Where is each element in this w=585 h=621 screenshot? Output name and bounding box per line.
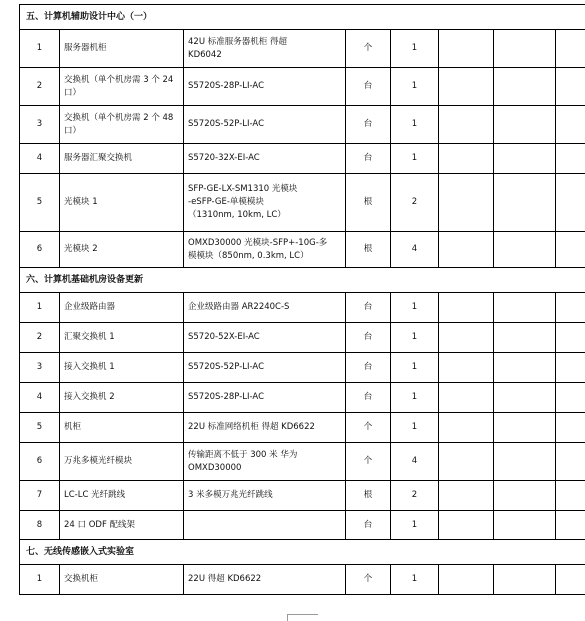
item-unit: 个: [346, 565, 391, 595]
table-row: [20, 30, 585, 68]
item-spec: [184, 106, 346, 144]
empty-cell: [494, 443, 556, 481]
item-quantity: 4: [391, 232, 439, 268]
empty-cell: [556, 68, 585, 106]
spec-line: 42U 标准服务器机柜 得超: [188, 36, 341, 49]
row-number: 4: [20, 144, 60, 174]
item-unit: 个: [346, 413, 391, 443]
spec-line: S5720S-28P-LI-AC: [188, 391, 341, 404]
spec-line: S5720-52X-EI-AC: [188, 331, 341, 344]
empty-cell: [494, 30, 556, 68]
item-quantity: 1: [391, 144, 439, 174]
empty-cell: [556, 353, 585, 383]
section-header-row: [20, 5, 585, 30]
item-spec: [184, 68, 346, 106]
row-number: 6: [20, 443, 60, 481]
empty-cell: [439, 293, 494, 323]
item-name: 交换机（单个机房需 3 个 24 口）: [60, 68, 184, 106]
empty-cell: [494, 293, 556, 323]
item-spec: [184, 30, 346, 68]
row-number: 5: [20, 413, 60, 443]
table-row: [20, 443, 585, 481]
item-unit: 根: [346, 232, 391, 268]
section-header-row: [20, 268, 585, 293]
empty-cell: [439, 383, 494, 413]
row-number: 7: [20, 481, 60, 511]
empty-cell: [494, 565, 556, 595]
spec-line: S5720S-52P-LI-AC: [188, 361, 341, 374]
item-quantity: 2: [391, 481, 439, 511]
item-spec: [184, 293, 346, 323]
empty-cell: [556, 293, 585, 323]
item-quantity: 1: [391, 30, 439, 68]
table-row: [20, 565, 585, 595]
empty-cell: [439, 232, 494, 268]
item-unit: 台: [346, 323, 391, 353]
item-name: 服务器机柜: [60, 30, 184, 68]
item-name: 汇聚交换机 1: [60, 323, 184, 353]
empty-cell: [439, 413, 494, 443]
empty-cell: [556, 511, 585, 540]
empty-cell: [556, 323, 585, 353]
empty-cell: [494, 174, 556, 232]
item-quantity: 1: [391, 511, 439, 540]
row-number: 3: [20, 353, 60, 383]
empty-cell: [439, 443, 494, 481]
spec-line: OMXD30000: [188, 462, 341, 475]
empty-cell: [439, 30, 494, 68]
empty-cell: [494, 481, 556, 511]
row-number: 6: [20, 232, 60, 268]
row-number: 4: [20, 383, 60, 413]
item-quantity: 1: [391, 383, 439, 413]
empty-cell: [556, 174, 585, 232]
item-spec: [184, 413, 346, 443]
item-spec: [184, 443, 346, 481]
spec-line: 传输距离不低于 300 米 华为: [188, 449, 341, 462]
item-name: 企业级路由器: [60, 293, 184, 323]
empty-cell: [556, 383, 585, 413]
spec-line: 3 米多模万兆光纤跳线: [188, 489, 341, 502]
empty-cell: [494, 413, 556, 443]
item-name: 交换机（单个机房需 2 个 48 口）: [60, 106, 184, 144]
item-spec: [184, 323, 346, 353]
empty-cell: [556, 413, 585, 443]
section-title: 六、计算机基础机房设备更新: [20, 268, 585, 293]
item-spec: [184, 383, 346, 413]
item-quantity: 2: [391, 174, 439, 232]
table-row: [20, 293, 585, 323]
item-quantity: 1: [391, 68, 439, 106]
spec-line: S5720-32X-EI-AC: [188, 152, 341, 165]
equipment-table: [19, 4, 585, 595]
empty-cell: [494, 232, 556, 268]
empty-cell: [439, 106, 494, 144]
item-name: 光模块 2: [60, 232, 184, 268]
empty-cell: [556, 481, 585, 511]
row-number: 8: [20, 511, 60, 540]
item-name: 万兆多模光纤模块: [60, 443, 184, 481]
empty-cell: [556, 565, 585, 595]
table-row: [20, 481, 585, 511]
item-name: 交换机柜: [60, 565, 184, 595]
empty-cell: [439, 144, 494, 174]
row-number: 2: [20, 68, 60, 106]
row-number: 3: [20, 106, 60, 144]
table-row: [20, 144, 585, 174]
item-name: 机柜: [60, 413, 184, 443]
item-name: LC-LC 光纤跳线: [60, 481, 184, 511]
empty-cell: [439, 353, 494, 383]
empty-cell: [439, 481, 494, 511]
table-row: [20, 353, 585, 383]
item-quantity: 1: [391, 106, 439, 144]
section-title: 五、计算机辅助设计中心（一）: [20, 5, 585, 30]
item-name: 接入交换机 1: [60, 353, 184, 383]
empty-cell: [439, 511, 494, 540]
item-unit: 根: [346, 481, 391, 511]
row-number: 2: [20, 323, 60, 353]
spec-line: 22U 标准网络机柜 得超 KD6622: [188, 421, 341, 434]
empty-cell: [494, 353, 556, 383]
item-unit: 台: [346, 144, 391, 174]
item-unit: 根: [346, 174, 391, 232]
empty-cell: [494, 323, 556, 353]
spec-line: SFP-GE-LX-SM1310 光模块: [188, 183, 341, 196]
item-name: 24 口 ODF 配线架: [60, 511, 184, 540]
row-number: 1: [20, 565, 60, 595]
item-spec: [184, 353, 346, 383]
item-spec: [184, 511, 346, 540]
empty-cell: [494, 383, 556, 413]
spec-line: 企业级路由器 AR2240C-S: [188, 301, 341, 314]
item-quantity: 1: [391, 293, 439, 323]
empty-cell: [494, 106, 556, 144]
spec-line: S5720S-52P-LI-AC: [188, 118, 341, 131]
spec-line: OMXD30000 光模块-SFP+-10G-多: [188, 237, 341, 250]
empty-cell: [439, 68, 494, 106]
item-quantity: 4: [391, 443, 439, 481]
empty-cell: [439, 174, 494, 232]
empty-cell: [556, 106, 585, 144]
spec-line: -eSFP-GE-单模模块: [188, 196, 341, 209]
empty-cell: [556, 232, 585, 268]
item-unit: 台: [346, 353, 391, 383]
section-header-row: [20, 540, 585, 565]
empty-cell: [556, 443, 585, 481]
item-spec: [184, 144, 346, 174]
empty-cell: [494, 68, 556, 106]
table-row: [20, 174, 585, 232]
table-row: [20, 323, 585, 353]
item-quantity: 1: [391, 353, 439, 383]
empty-cell: [556, 30, 585, 68]
document-table-wrapper: [19, 4, 585, 595]
table-row: [20, 232, 585, 268]
item-spec: [184, 232, 346, 268]
table-row: [20, 511, 585, 540]
spec-line: 22U 得超 KD6622: [188, 573, 341, 586]
empty-cell: [439, 323, 494, 353]
item-unit: 个: [346, 443, 391, 481]
item-unit: 个: [346, 30, 391, 68]
table-row: [20, 383, 585, 413]
item-spec: [184, 481, 346, 511]
row-number: 5: [20, 174, 60, 232]
row-number: 1: [20, 30, 60, 68]
item-name: 服务器汇聚交换机: [60, 144, 184, 174]
item-name: 接入交换机 2: [60, 383, 184, 413]
spec-line: （1310nm, 10km, LC）: [188, 209, 341, 222]
table-row: [20, 106, 585, 144]
spec-line: 模模块（850nm, 0.3km, LC）: [188, 250, 341, 263]
item-spec: [184, 174, 346, 232]
item-unit: 台: [346, 68, 391, 106]
item-quantity: 1: [391, 413, 439, 443]
empty-cell: [494, 144, 556, 174]
item-unit: 台: [346, 383, 391, 413]
table-row: [20, 413, 585, 443]
row-number: 1: [20, 293, 60, 323]
item-unit: 台: [346, 511, 391, 540]
item-quantity: 1: [391, 565, 439, 595]
item-unit: 台: [346, 106, 391, 144]
empty-cell: [556, 144, 585, 174]
item-name: 光模块 1: [60, 174, 184, 232]
item-spec: [184, 565, 346, 595]
empty-cell: [494, 511, 556, 540]
empty-cell: [439, 565, 494, 595]
item-unit: 台: [346, 293, 391, 323]
spec-line: S5720S-28P-LI-AC: [188, 80, 341, 93]
item-quantity: 1: [391, 323, 439, 353]
table-row: [20, 68, 585, 106]
equipment-table-body: [20, 5, 585, 595]
section-title: 七、无线传感嵌入式实验室: [20, 540, 585, 565]
spec-line: KD6042: [188, 49, 341, 62]
